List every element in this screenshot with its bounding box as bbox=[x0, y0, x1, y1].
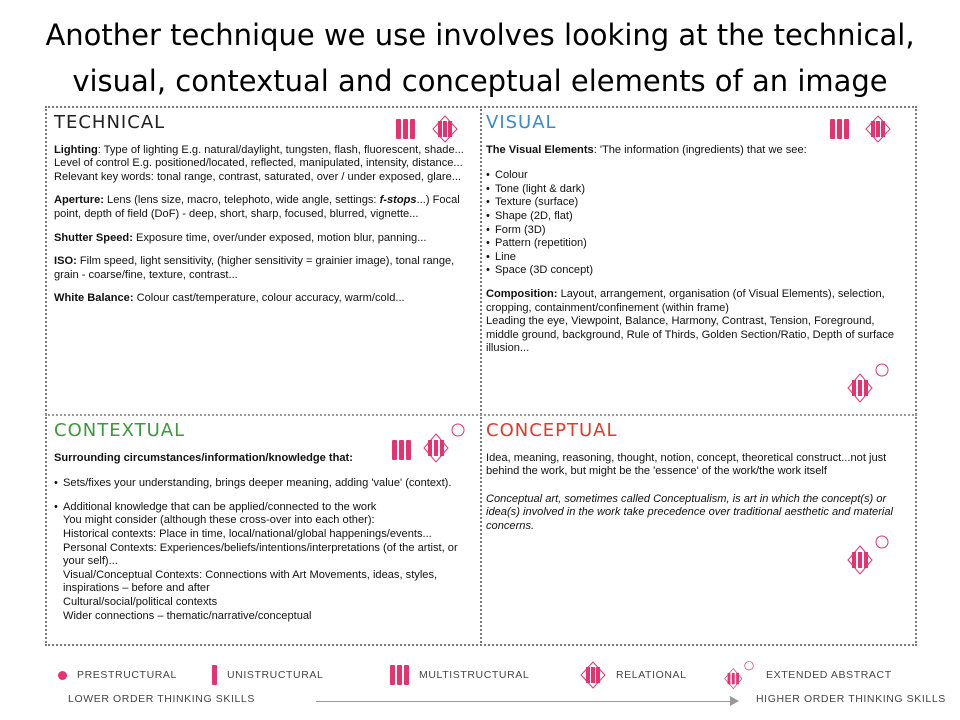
list-item: • Additional knowledge that can be applied/connected to the work bbox=[54, 501, 474, 515]
unistructural-icon bbox=[212, 665, 217, 685]
lower-order-label: LOWER ORDER THINKING SKILLS bbox=[68, 693, 255, 705]
aperture-text: Aperture: Lens (lens size, macro, telephoto, wide angle, settings: f-stops...) Focal point, depth of field (DoF) - deep, short, sharp, focused, blurred, vignette... bbox=[54, 194, 460, 220]
lighting-text: Lighting: Type of lighting E.g. natural/daylight, tungsten, flash, fluorescent, shade... Level of control E.g. positioned/located, reflected, manipulated, intensity, distance... Relevant key words: tonal range, contrast, saturated, over / under exposed, glare... bbox=[54, 143, 464, 183]
higher-order-label: HIGHER ORDER THINKING SKILLS bbox=[756, 693, 946, 705]
composition-text: Composition: Layout, arrangement, organisation (of Visual Elements), selection, cropping, containment/confinement (within frame) bbox=[486, 287, 885, 314]
contextual-panel bbox=[54, 420, 474, 623]
visual-panel bbox=[486, 112, 914, 366]
multistructural-icon bbox=[830, 119, 849, 139]
arrow-right-icon bbox=[730, 696, 739, 706]
title-line-1: Another technique we use involves looking at the technical, bbox=[45, 18, 915, 52]
grid-divider-horizontal bbox=[45, 414, 917, 416]
list-item: • Form (3D) bbox=[486, 224, 914, 238]
relational-icon bbox=[580, 661, 606, 689]
list-item: • Colour bbox=[486, 169, 914, 183]
conceptual-text-2: Conceptual art, sometimes called Conceptualism, is art in which the concept(s) or idea(s) involved in the work take precedence over traditional aesthetic and material concerns. bbox=[486, 492, 893, 532]
multistructural-icon bbox=[396, 119, 415, 139]
list-item: • Pattern (repetition) bbox=[486, 237, 914, 251]
shutter-text: Shutter Speed: Exposure time, over/under exposed, motion blur, panning... bbox=[54, 231, 427, 244]
grid-divider-vertical bbox=[480, 106, 482, 646]
legend-prestructural: PRESTRUCTURAL bbox=[58, 660, 177, 690]
visual-intro: The Visual Elements: 'The information (ingredients) that we see: bbox=[486, 143, 807, 156]
list-item: • Space (3D concept) bbox=[486, 264, 914, 278]
scale-arrow-line bbox=[316, 701, 731, 702]
solo-taxonomy-legend bbox=[50, 660, 930, 690]
contextual-line: Visual/Conceptual Contexts: Connections with Art Movements, ideas, styles, inspirations – before and after bbox=[63, 568, 438, 595]
composition-text-2: Leading the eye, Viewpoint, Balance, Harmony, Contrast, Tension, Foreground, middle ground, background, Rule of Thirds, Golden Section/Ratio, Depth of surface illusion... bbox=[486, 315, 895, 355]
legend-unistructural: UNISTRUCTURAL bbox=[212, 660, 323, 690]
contextual-bullets bbox=[54, 477, 474, 491]
white-balance-text: White Balance: Colour cast/temperature, colour accuracy, warm/cold... bbox=[54, 292, 405, 305]
iso-text: ISO: Film speed, light sensitivity, (higher sensitivity = grainier image), tonal range, grain - coarse/fine, texture, contrast... bbox=[54, 255, 455, 281]
contextual-line: Wider connections – thematic/narrative/conceptual bbox=[63, 609, 312, 622]
extended-abstract-icon bbox=[846, 534, 890, 581]
list-item: • Sets/fixes your understanding, brings deeper meaning, adding 'value' (context). bbox=[54, 477, 474, 491]
visual-elements-list bbox=[486, 169, 914, 278]
list-item: • Tone (light & dark) bbox=[486, 183, 914, 197]
legend-extended-abstract: EXTENDED ABSTRACT bbox=[722, 660, 892, 690]
extended-abstract-icon bbox=[722, 660, 756, 690]
conceptual-panel bbox=[486, 420, 914, 544]
technical-panel bbox=[54, 112, 474, 316]
relational-icon bbox=[432, 115, 458, 148]
technical-heading: TECHNICAL bbox=[54, 112, 166, 133]
contextual-lines bbox=[54, 514, 474, 623]
slide-title bbox=[0, 12, 960, 104]
legend-relational: RELATIONAL bbox=[580, 660, 687, 690]
contextual-intro: Surrounding circumstances/information/knowledge that: bbox=[54, 451, 353, 464]
list-item: • Line bbox=[486, 251, 914, 265]
title-line-2: visual, contextual and conceptual elements of an image bbox=[72, 64, 888, 98]
extended-abstract-icon bbox=[846, 362, 890, 409]
multistructural-icon bbox=[390, 665, 409, 685]
list-item: • Texture (surface) bbox=[486, 196, 914, 210]
extended-abstract-icon bbox=[422, 422, 466, 469]
conceptual-heading: CONCEPTUAL bbox=[486, 420, 618, 441]
contextual-line: You might consider (although these cross-over into each other): bbox=[63, 514, 375, 527]
legend-multistructural: MULTISTRUCTURAL bbox=[390, 660, 529, 690]
contextual-line: Historical contexts: Place in time, local/national/global happenings/events... bbox=[63, 527, 432, 540]
visual-heading: VISUAL bbox=[486, 112, 557, 133]
relational-icon bbox=[865, 115, 891, 148]
contextual-bullets-2 bbox=[54, 501, 474, 515]
contextual-heading: CONTEXTUAL bbox=[54, 420, 186, 441]
multistructural-icon bbox=[392, 440, 411, 460]
prestructural-icon bbox=[58, 671, 67, 680]
thinking-skills-scale bbox=[68, 693, 946, 711]
conceptual-text-1: Idea, meaning, reasoning, thought, notion, concept, theoretical construct...not just behind the work, but might be the 'essence' of the work/the work itself bbox=[486, 451, 887, 478]
contextual-line: Personal Contexts: Experiences/beliefs/intentions/interpretations (of the artist, or your self)... bbox=[63, 541, 458, 568]
list-item: • Shape (2D, flat) bbox=[486, 210, 914, 224]
contextual-line: Cultural/social/political contexts bbox=[63, 595, 218, 608]
